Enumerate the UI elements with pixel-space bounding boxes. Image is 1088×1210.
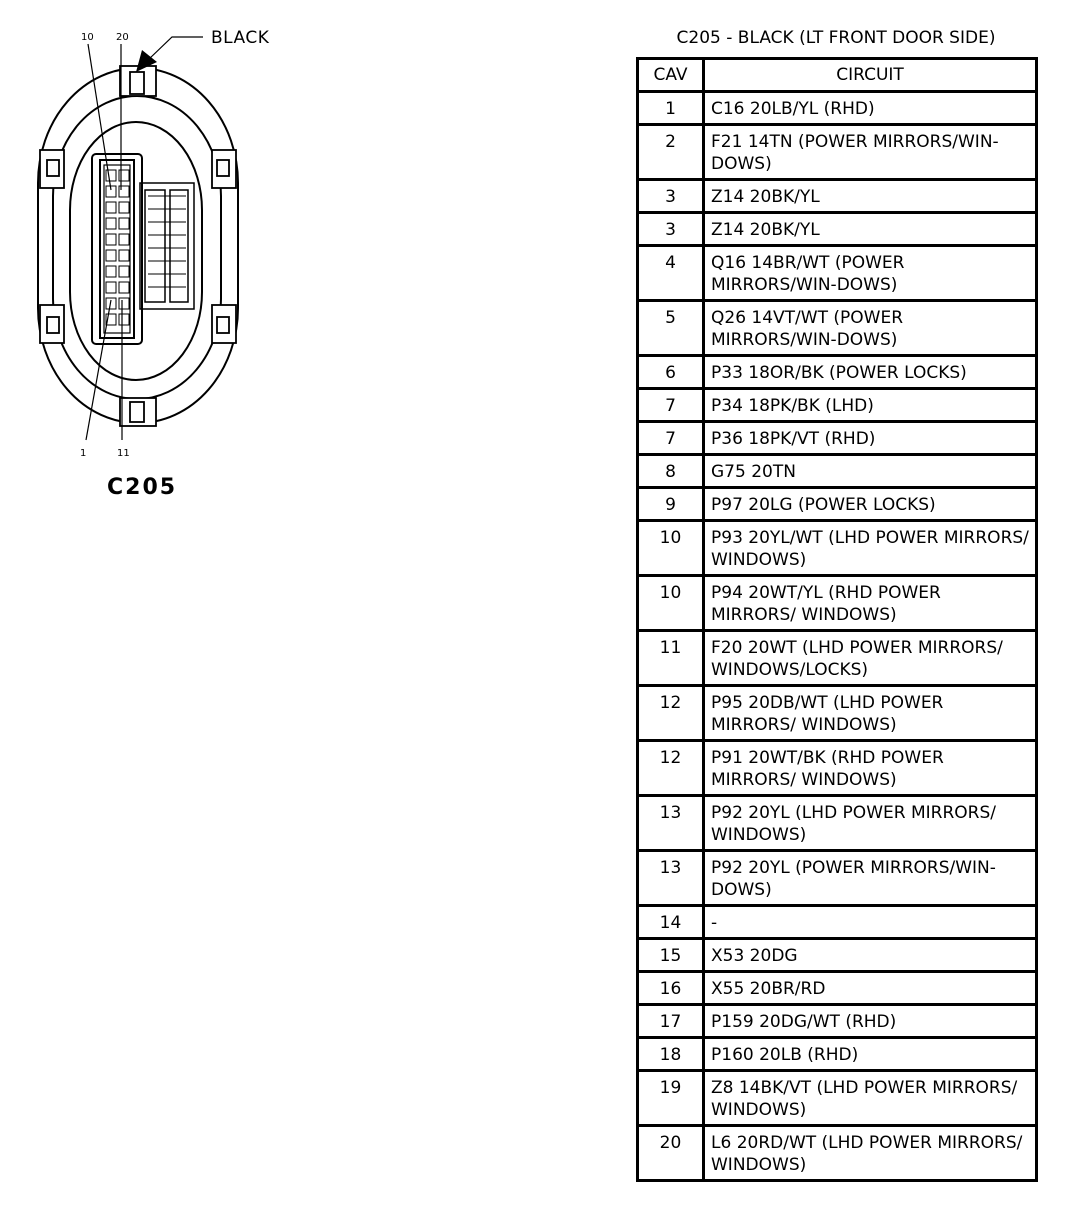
circuit-description: Q26 14VT/WT (POWER MIRRORS/WIN-DOWS): [704, 301, 1037, 356]
connector-color-label: BLACK: [211, 28, 270, 48]
circuit-description: -: [704, 906, 1037, 939]
cavity-number: 19: [638, 1071, 704, 1126]
table-row: [638, 180, 1037, 213]
connector-housing-inner: [53, 96, 221, 399]
cavity-number: 18: [638, 1038, 704, 1071]
cavity-number: 3: [638, 180, 704, 213]
circuit-description: Z14 20BK/YL: [704, 180, 1037, 213]
table-row: [638, 356, 1037, 389]
circuit-description: P36 18PK/VT (RHD): [704, 422, 1037, 455]
cavity-right: [119, 218, 129, 229]
cavity-number: 8: [638, 455, 704, 488]
cavity-right: [119, 298, 129, 309]
table-row: [638, 488, 1037, 521]
circuit-description: Q16 14BR/WT (POWER MIRRORS/WIN-DOWS): [704, 246, 1037, 301]
cavity-left: [106, 282, 116, 293]
table-row: [638, 125, 1037, 180]
table-row: [638, 389, 1037, 422]
table-row: [638, 301, 1037, 356]
circuit-description: P95 20DB/WT (LHD POWER MIRRORS/ WINDOWS): [704, 686, 1037, 741]
circuit-description: P159 20DG/WT (RHD): [704, 1005, 1037, 1038]
table-row: [638, 741, 1037, 796]
circuit-description: Z8 14BK/VT (LHD POWER MIRRORS/ WINDOWS): [704, 1071, 1037, 1126]
cavity-left: [106, 218, 116, 229]
terminal-block: [92, 154, 142, 344]
pin-20-label: 20: [116, 32, 129, 43]
cavity-number: 14: [638, 906, 704, 939]
cavity-right: [119, 250, 129, 261]
circuit-description: P92 20YL (LHD POWER MIRRORS/ WINDOWS): [704, 796, 1037, 851]
cavity-number: 6: [638, 356, 704, 389]
cavity-number: 13: [638, 796, 704, 851]
circuit-description: X53 20DG: [704, 939, 1037, 972]
table-row: [638, 92, 1037, 125]
pin-10-label: 10: [81, 32, 94, 43]
cavity-right: [119, 282, 129, 293]
circuit-description: P97 20LG (POWER LOCKS): [704, 488, 1037, 521]
circuit-description: P93 20YL/WT (LHD POWER MIRRORS/ WINDOWS): [704, 521, 1037, 576]
cavity-number: 7: [638, 389, 704, 422]
cavity-number: 11: [638, 631, 704, 686]
table-row: [638, 851, 1037, 906]
table-row: [638, 455, 1037, 488]
cavity-right: [119, 234, 129, 245]
connector-name: C205: [107, 475, 178, 500]
pin-11-label: 11: [117, 448, 130, 459]
cavity-left: [106, 234, 116, 245]
cavity-left: [106, 170, 116, 181]
table-row: [638, 1071, 1037, 1126]
table-row: [638, 576, 1037, 631]
table-row: [638, 422, 1037, 455]
cavity-number: 13: [638, 851, 704, 906]
cavity-left: [106, 250, 116, 261]
cavity-number: 16: [638, 972, 704, 1005]
cavity-number: 12: [638, 741, 704, 796]
circuit-description: P92 20YL (POWER MIRRORS/WIN-DOWS): [704, 851, 1037, 906]
circuit-description: F21 14TN (POWER MIRRORS/WIN-DOWS): [704, 125, 1037, 180]
circuit-description: P34 18PK/BK (LHD): [704, 389, 1037, 422]
cavity-left: [106, 202, 116, 213]
black-callout-line: [148, 37, 203, 60]
cavity-number: 5: [638, 301, 704, 356]
circuit-description: P33 18OR/BK (POWER LOCKS): [704, 356, 1037, 389]
latch-assembly: [140, 183, 194, 309]
table-header-row: [638, 59, 1037, 92]
circuit-description: X55 20BR/RD: [704, 972, 1037, 1005]
cavity-number: 2: [638, 125, 704, 180]
cavity-number: 20: [638, 1126, 704, 1181]
table-row: [638, 939, 1037, 972]
cavity-right: [119, 202, 129, 213]
circuit-description: P94 20WT/YL (RHD POWER MIRRORS/ WINDOWS): [704, 576, 1037, 631]
table-row: [638, 1005, 1037, 1038]
table-row: [638, 906, 1037, 939]
table-row: [638, 521, 1037, 576]
cavity-number: 12: [638, 686, 704, 741]
cavity-number: 10: [638, 521, 704, 576]
cavity-number: 9: [638, 488, 704, 521]
connector-diagram: [0, 0, 560, 520]
cavity-number: 17: [638, 1005, 704, 1038]
cavity-left: [106, 298, 116, 309]
table-row: [638, 631, 1037, 686]
cavity-left: [106, 266, 116, 277]
circuit-description: C16 20LB/YL (RHD): [704, 92, 1037, 125]
circuit-description: L6 20RD/WT (LHD POWER MIRRORS/ WINDOWS): [704, 1126, 1037, 1181]
cavity-right: [119, 266, 129, 277]
table-row: [638, 686, 1037, 741]
pinout-table: [636, 57, 1038, 1182]
circuit-header: CIRCUIT: [704, 59, 1037, 92]
table-row: [638, 796, 1037, 851]
cavity-number: 10: [638, 576, 704, 631]
pin-1-label: 1: [80, 448, 87, 459]
cavity-number: 15: [638, 939, 704, 972]
table-row: [638, 1126, 1037, 1181]
circuit-description: P160 20LB (RHD): [704, 1038, 1037, 1071]
circuit-description: Z14 20BK/YL: [704, 213, 1037, 246]
pin-1-leader: [86, 300, 111, 440]
circuit-description: G75 20TN: [704, 455, 1037, 488]
table-title: C205 - BLACK (LT FRONT DOOR SIDE): [676, 28, 996, 48]
cavity-right: [119, 314, 129, 325]
connector-seal: [70, 122, 202, 380]
table-row: [638, 246, 1037, 301]
table-row: [638, 213, 1037, 246]
circuit-description: P91 20WT/BK (RHD POWER MIRRORS/ WINDOWS): [704, 741, 1037, 796]
cavity-number: 4: [638, 246, 704, 301]
cavity-number: 1: [638, 92, 704, 125]
table-row: [638, 1038, 1037, 1071]
table-row: [638, 972, 1037, 1005]
cav-header: CAV: [638, 59, 704, 92]
cavity-number: 3: [638, 213, 704, 246]
circuit-description: F20 20WT (LHD POWER MIRRORS/ WINDOWS/LOCKS): [704, 631, 1037, 686]
cavity-number: 7: [638, 422, 704, 455]
